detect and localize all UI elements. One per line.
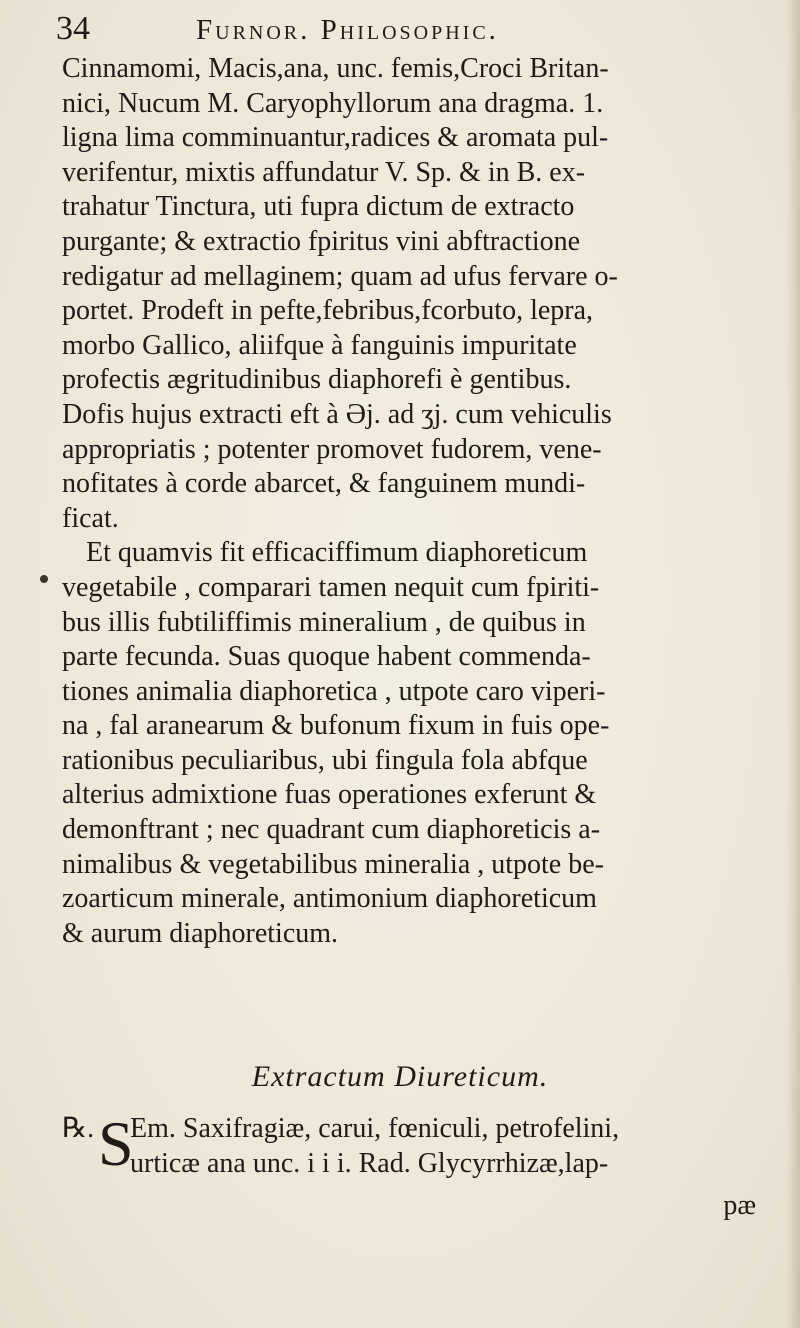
text-line: trahatur Tinctura, uti fupra dictum de extracto [62, 191, 575, 223]
text-line: appropriatis ; potenter promovet fudorem, vene- [62, 433, 602, 465]
text-line: nici, Nucum M. Caryophyllorum ana dragma. 1. [62, 87, 604, 119]
recipe-lines [130, 1112, 619, 1181]
text-line: purgante; & extractio fpiritus vini abftractione [62, 225, 581, 257]
text-line: Cinnamomi, Macis,ana, unc. femis,Croci Britan- [62, 53, 609, 84]
recipe-row [62, 1108, 782, 1181]
text-line: bus illis fubtiliffimis mineralium , de quibus in [62, 606, 586, 638]
text-line: alterius admixtione fuas operationes exferunt & [62, 779, 597, 811]
text-line: Dofis hujus extracti eft à Əj. ad ʒj. cum vehiculis [62, 398, 612, 430]
body-text [62, 52, 782, 951]
section-heading: Extractum Diureticum. [251, 1060, 549, 1093]
running-title: Furnor. Philosophic. [196, 14, 499, 46]
text-line: ficat. [62, 502, 119, 534]
text-line: demonftrant ; nec quadrant cum diaphoreticis a- [62, 814, 601, 846]
text-line: morbo Gallico, aliifque à fanguinis impuritate [62, 329, 577, 361]
running-head [56, 10, 776, 54]
text-line: rationibus peculiaribus, ubi fingula fola abfque [62, 744, 588, 776]
text-line: tiones animalia diaphoretica , utpote caro viperi- [62, 675, 606, 707]
text-line: ligna lima comminuantur,radices & aromata pul- [62, 122, 609, 154]
text-line: nofitates à corde abarcet, & fanguinem mundi- [62, 468, 586, 500]
recipe-line: urticæ ana unc. i i i. Rad. Glycyrrhizæ,lap- [130, 1147, 609, 1179]
recipe-block [62, 1108, 782, 1181]
ink-speck [40, 575, 48, 583]
text-line: na , fal aranearum & bufonum fixum in fuis ope- [62, 710, 610, 742]
text-line: verifentur, mixtis affundatur V. Sp. & in B. ex- [62, 156, 586, 188]
text-line: portet. Prodeft in pefte,febribus,fcorbuto, lepra, [62, 295, 594, 327]
drop-cap: S [98, 1108, 134, 1179]
text-line: zoarticum minerale, antimonium diaphoreticum [62, 883, 597, 915]
text-line: redigatur ad mellaginem; quam ad ufus fervare o- [62, 260, 618, 292]
text-line: parte fecunda. Suas quoque habent commenda- [62, 641, 591, 673]
text-line: profectis ægritudinibus diaphorefi è gentibus. [62, 364, 572, 396]
page-number: 34 [56, 10, 90, 47]
paragraph-start-line: Et quamvis fit efficaciffimum diaphoreticum [86, 537, 588, 569]
text-line: & aurum diaphoreticum. [62, 917, 339, 949]
page-edge-shadow [786, 0, 800, 1328]
recipe-symbol: ℞. [62, 1113, 95, 1144]
catchword: pæ [723, 1190, 756, 1221]
text-line: nimalibus & vegetabilibus mineralia , utpote be- [62, 848, 604, 880]
recipe-line: Em. Saxifragiæ, carui, fœniculi, petrofelini, [130, 1113, 620, 1144]
text-line: vegetabile , comparari tamen nequit cum fpiriti- [62, 571, 600, 603]
